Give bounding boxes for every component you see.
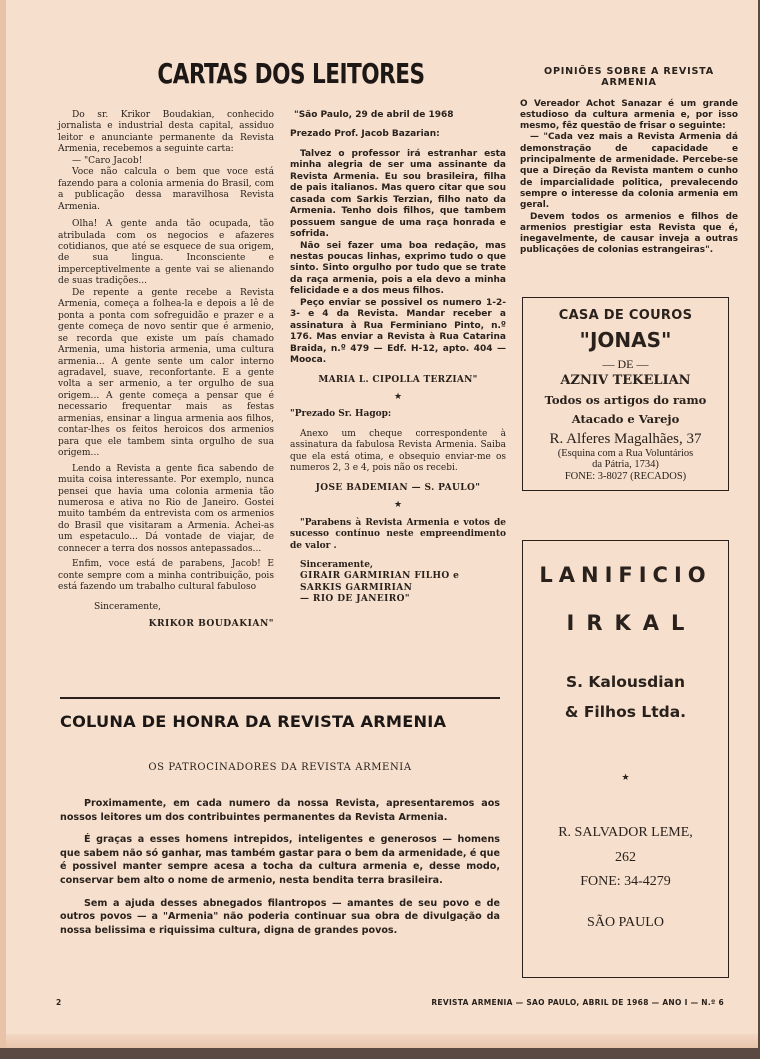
paragraph: Do sr. Krikor Boudakian, conhecido jornalista e industrial desta capital, assiduo leitor e anunciante permanente da Revista Armenia, recebemos a seguinte carta: (58, 110, 274, 155)
paragraph: De repente a gente recebe a Revista Armenia, começa a folhea-la e depois a lê de ponta a ponta com sofreguidão e prazer e a gente começa de novo sentir que é armenio, se recorda que existe um país chamado Armenia, uma historia armenia, uma cultura armenia... A gente sente um calor interno agradavel, suave, reconfortante. E a gente volta a ser armenio, a ter orgulho de sua origem... A gente começa a pensar que é necessario frequentar mais as festas armenias, ensinar a lingua armenia aos filhos, contar-lhes os feitos heroicos dos armenios para que ele tambem sinta orgulho de sua origem... (58, 287, 274, 459)
letter-boudakian (58, 110, 274, 629)
page-title: CARTAS DOS LEITORES (157, 57, 425, 91)
honra-body (60, 797, 500, 946)
ad-address-number: 262 (615, 850, 636, 865)
divider (60, 697, 500, 699)
ad-address-note: (Esquina com a Rua Voluntários da Pátria, 1734) (557, 448, 694, 470)
signature: KRIKOR BOUDAKIAN" (148, 618, 274, 630)
paragraph: Lendo a Revista a gente fica sabendo de muita coisa interessante. Por exemplo, nunca pensei que havia uma colonia armenia tão numerosa e ativa no Rio de Janeiro. Gostei muito também da entrevista com os armenios do Brasil que visitaram a Armenia. Achei-as um espetaculo... Dá vontade de viajar, de connecer a terra dos nossos antepassados... (58, 463, 274, 554)
signature-line: SARKIS GARMIRIAN (300, 582, 413, 593)
paragraph: É graças a esses homens intrepidos, inteligentes e generosos — homens que sabem não só ganhar, mas também gastar para o bem da armenidade, é que é possivel manter sempre acesa a tocha da cultura armenia e, desse modo, conservar bem alto o nome de armenio, nesta bendita terra brasileira. (60, 834, 500, 886)
signature-line: GIRAIR GARMIRIAN FILHO e (300, 571, 460, 582)
star-separator: ★ (393, 500, 403, 511)
paragraph: — "Cada vez mais a Revista Armenia dá demonstração de capacidade e principalmente de armenidade. Percebe-se que a Direção da Revista mantem o cunho de imparcialidade politica, prevalecendo sempre o interesse da colonia armenia em geral. (520, 132, 738, 211)
paragraph: Proximamente, em cada numero da nossa Revista, apresentaremos aos nossos leitores um dos contribuintes permanentes da Revista Armenia. (60, 798, 500, 823)
star-separator: ★ (621, 773, 630, 783)
section-subtitle: OS PATROCINADORES DA REVISTA ARMENIA (148, 762, 412, 773)
advertisement-jonas (522, 297, 729, 491)
ad-company: S. Kalousdian (565, 673, 686, 691)
ad-company: & Filhos Ltda. (564, 703, 687, 721)
ad-line: CASA DE COUROS (558, 308, 693, 323)
running-footer: REVISTA ARMENIA — SAO PAULO, ABRIL DE 1968 — ANO I — N.º 6 (431, 998, 724, 1007)
paragraph: Peço enviar se possivel os numero 1-2-3- e 4 da Revista. Mandar receber a assinatura à Rua Ferminiano Pinto, n.º 176. Mas enviar a Revista à Rua Catarina Braida, n.º 479 — Edf. H-12, apto. 404 — Mooca. (290, 297, 506, 366)
dateline: "São Paulo, 29 de abril de 1968 (294, 110, 454, 120)
ad-brand: LANIFICIO (539, 563, 712, 587)
ad-phone: FONE: 34-4279 (580, 874, 671, 889)
signature: JOSE BADEMIAN — S. PAULO" (315, 482, 481, 493)
letters-column-2 (290, 110, 506, 606)
closing: Sinceramente, (300, 559, 374, 570)
signature: MARIA L. CIPOLLA TERZIAN" (318, 374, 478, 385)
paragraph: — "Caro Jacob! (72, 155, 143, 166)
ad-address: R. Alferes Magalhães, 37 (549, 431, 702, 447)
paragraph: "Parabens à Revista Armenia e votos de sucesso contínuo neste empreendimento de valor . (290, 517, 506, 551)
salutation: "Prezado Sr. Hagop: (290, 409, 392, 420)
closing: Sinceramente, (94, 601, 162, 612)
salutation: Prezado Prof. Jacob Bazarian: (290, 129, 440, 140)
paragraph: Sem a ajuda desses abnegados filantropos — amantes de seu povo e de outros povos — a "Armenia" não poderia continuar sua obra de divulgação da nossa belissima e riquissima cultura, digna de grandes povos. (60, 897, 500, 936)
paragraph: Não sei fazer uma boa redação, mas nestas poucas linhas, exprimo tudo o que sinto. Sinto orgulho por tudo que se trate da raça armenia, pois a ela devo a minha felicidade e a dos meus filhos. (290, 240, 506, 297)
ad-brand: IRKAL (566, 611, 697, 635)
paragraph: Olha! A gente anda tão ocupada, tão atribulada com os negocios e afazeres cotidianos, que até se esquece de sua origem, de sua lingua. Inconsciente e imperceptivelmente a gente vai se alienando de suas tradições... (58, 219, 274, 287)
section-title: COLUNA DE HONRA DA REVISTA ARMENIA (60, 712, 447, 731)
ad-owner: AZNIV TEKELIAN (560, 373, 691, 388)
star-separator: ★ (393, 391, 403, 402)
page-number: 2 (56, 998, 62, 1007)
ad-city: SÃO PAULO (587, 915, 664, 930)
ad-phone: FONE: 3-8027 (RECADOS) (564, 471, 687, 482)
ad-line: Atacado e Varejo (571, 412, 680, 426)
paragraph: Enfim, voce está de parabens, Jacob! E conte sempre com a minha contribuição, pois está fazendo um trabalho cultural fabuloso (58, 559, 274, 593)
ad-brand: "JONAS" (579, 328, 672, 352)
paragraph: Anexo um cheque correspondente à assinatura da fabulosa Revista Armenia. Saiba que ela está otima, e obsequio enviar-me os numeros 2, 3 e 4, pois não os recebi. (290, 428, 506, 474)
ad-line: — DE — (602, 357, 649, 371)
paragraph: Talvez o professor irá estranhar esta minha alegria de ser uma assinante da Revista Armenia. Eu sou brasileira, filha de pais italianos. Mas quero citar que sou casada com Sarkis Terzian, filho nato da Armenia. Tenho dois filhos, que tambem possuem sangue de uma raça honrada e sofrida. (290, 148, 506, 240)
paragraph: Voce não calcula o bem que voce está fazendo para a colonia armenia do Brasil, com a publicação dessa maravilhosa Revista Armenia. (58, 167, 274, 212)
paragraph: O Vereador Achot Sanazar é um grande estudioso da cultura armenia e, por isso mesmo, fêz questão de frisar o seguinte: (520, 98, 738, 132)
ad-address: R. SALVADOR LEME, (558, 825, 693, 840)
section-heading: OPINIÕES SOBRE A REVISTA ARMENIA (543, 66, 714, 89)
ad-line: Todos os artigos do ramo (544, 393, 707, 407)
signature-line: — RIO DE JANEIRO" (300, 594, 410, 605)
paragraph: Devem todos os armenios e filhos de armenios prestigiar esta Revista que é, inegavelmente, de causar inveja a outras publicações de colonias estrangeiras". (520, 211, 738, 256)
advertisement-irkal (522, 540, 729, 978)
opinions-column (520, 66, 738, 257)
